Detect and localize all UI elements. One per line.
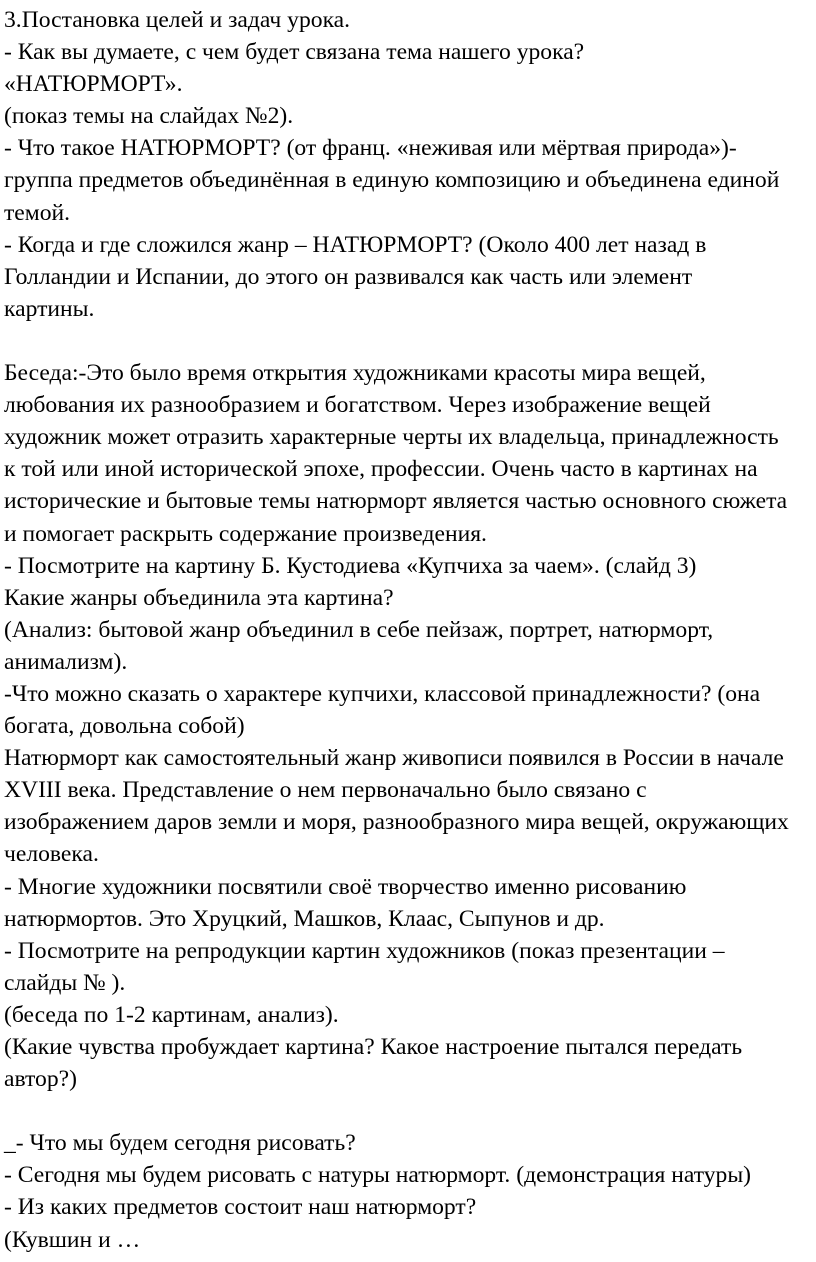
text-line: анимализм). bbox=[4, 648, 128, 675]
text-line: (Какие чувства пробуждает картина? Какое настроение пытался передать bbox=[4, 1034, 743, 1060]
text-line: автор?) bbox=[4, 1066, 77, 1093]
text-line: - Посмотрите на картину Б. Кустодиева «Купчиха за чаем». (слайд 3) bbox=[4, 552, 697, 579]
text-line: - Посмотрите на репродукции картин художников (показ презентации – bbox=[4, 937, 725, 964]
text-line: «НАТЮРМОРТ». bbox=[4, 71, 183, 98]
text-line: человека. bbox=[4, 841, 99, 868]
text-line: 3.Постановка целей и задач урока. bbox=[4, 7, 351, 33]
text-line: _- Что мы будем сегодня рисовать? bbox=[4, 1130, 356, 1157]
text-line: Беседа:-Это было время открытия художниками красоты мира вещей, bbox=[4, 360, 706, 387]
text-line: - Когда и где сложился жанр – НАТЮРМОРТ? (Около 400 лет назад в bbox=[4, 231, 707, 258]
document-page bbox=[4, 4, 814, 1256]
text-line: натюрмортов. Это Хруцкий, Машков, Клаас, Сыпунов и др. bbox=[4, 905, 605, 932]
text-line: художник может отразить характерные черты их владельца, принадлежность bbox=[4, 424, 779, 451]
text-line: темой. bbox=[4, 199, 71, 226]
text-line: Какие жанры объединила эта картина? bbox=[4, 584, 394, 611]
text-line: Натюрморт как самостоятельный жанр живописи появился в России в начале bbox=[4, 745, 784, 772]
text-line: (Кувшин и … bbox=[4, 1226, 141, 1253]
text-line: - Как вы думаете, с чем будет связана тема нашего урока? bbox=[4, 39, 585, 66]
text-line: и помогает раскрыть содержание произведения. bbox=[4, 520, 487, 547]
text-line: группа предметов объединённая в единую композицию и объединена единой bbox=[4, 167, 780, 194]
text-line: - Сегодня мы будем рисовать с натуры натюрморт. (демонстрация натуры) bbox=[4, 1162, 752, 1189]
text-line: (Анализ: бытовой жанр объединил в себе пейзаж, портрет, натюрморт, bbox=[4, 616, 714, 643]
text-line: Голландии и Испании, до этого он развивался как часть или элемент bbox=[4, 263, 693, 290]
text-line: (беседа по 1-2 картинам, анализ). bbox=[4, 1001, 339, 1028]
text-line: -Что можно сказать о характере купчихи, классовой принадлежности? (она bbox=[4, 680, 761, 707]
blank-line bbox=[4, 1095, 814, 1127]
text-line: исторические и бытовые темы натюрморт является частью основного сюжета bbox=[4, 488, 788, 515]
text-line: любования их разнообразием и богатством. Через изображение вещей bbox=[4, 392, 711, 419]
blank-line bbox=[4, 325, 814, 357]
text-line: к той или иной исторической эпохе, профессии. Очень часто в картинах на bbox=[4, 456, 758, 483]
text-line: богата, довольна собой) bbox=[4, 713, 245, 740]
text-line: слайды № ). bbox=[4, 969, 126, 996]
text-line: XVIII века. Представление о нем первоначально было связано с bbox=[4, 777, 647, 804]
text-line: - Из каких предметов состоит наш натюрморт? bbox=[4, 1194, 477, 1221]
text-line: (показ темы на слайдах №2). bbox=[4, 103, 294, 130]
text-line: изображением даров земли и моря, разнообразного мира вещей, окружающих bbox=[4, 809, 789, 836]
text-line: - Многие художники посвятили своё творчество именно рисованию bbox=[4, 873, 687, 900]
text-line: картины. bbox=[4, 295, 95, 322]
text-line: - Что такое НАТЮРМОРТ? (от франц. «неживая или мёртвая природа»)- bbox=[4, 135, 737, 162]
